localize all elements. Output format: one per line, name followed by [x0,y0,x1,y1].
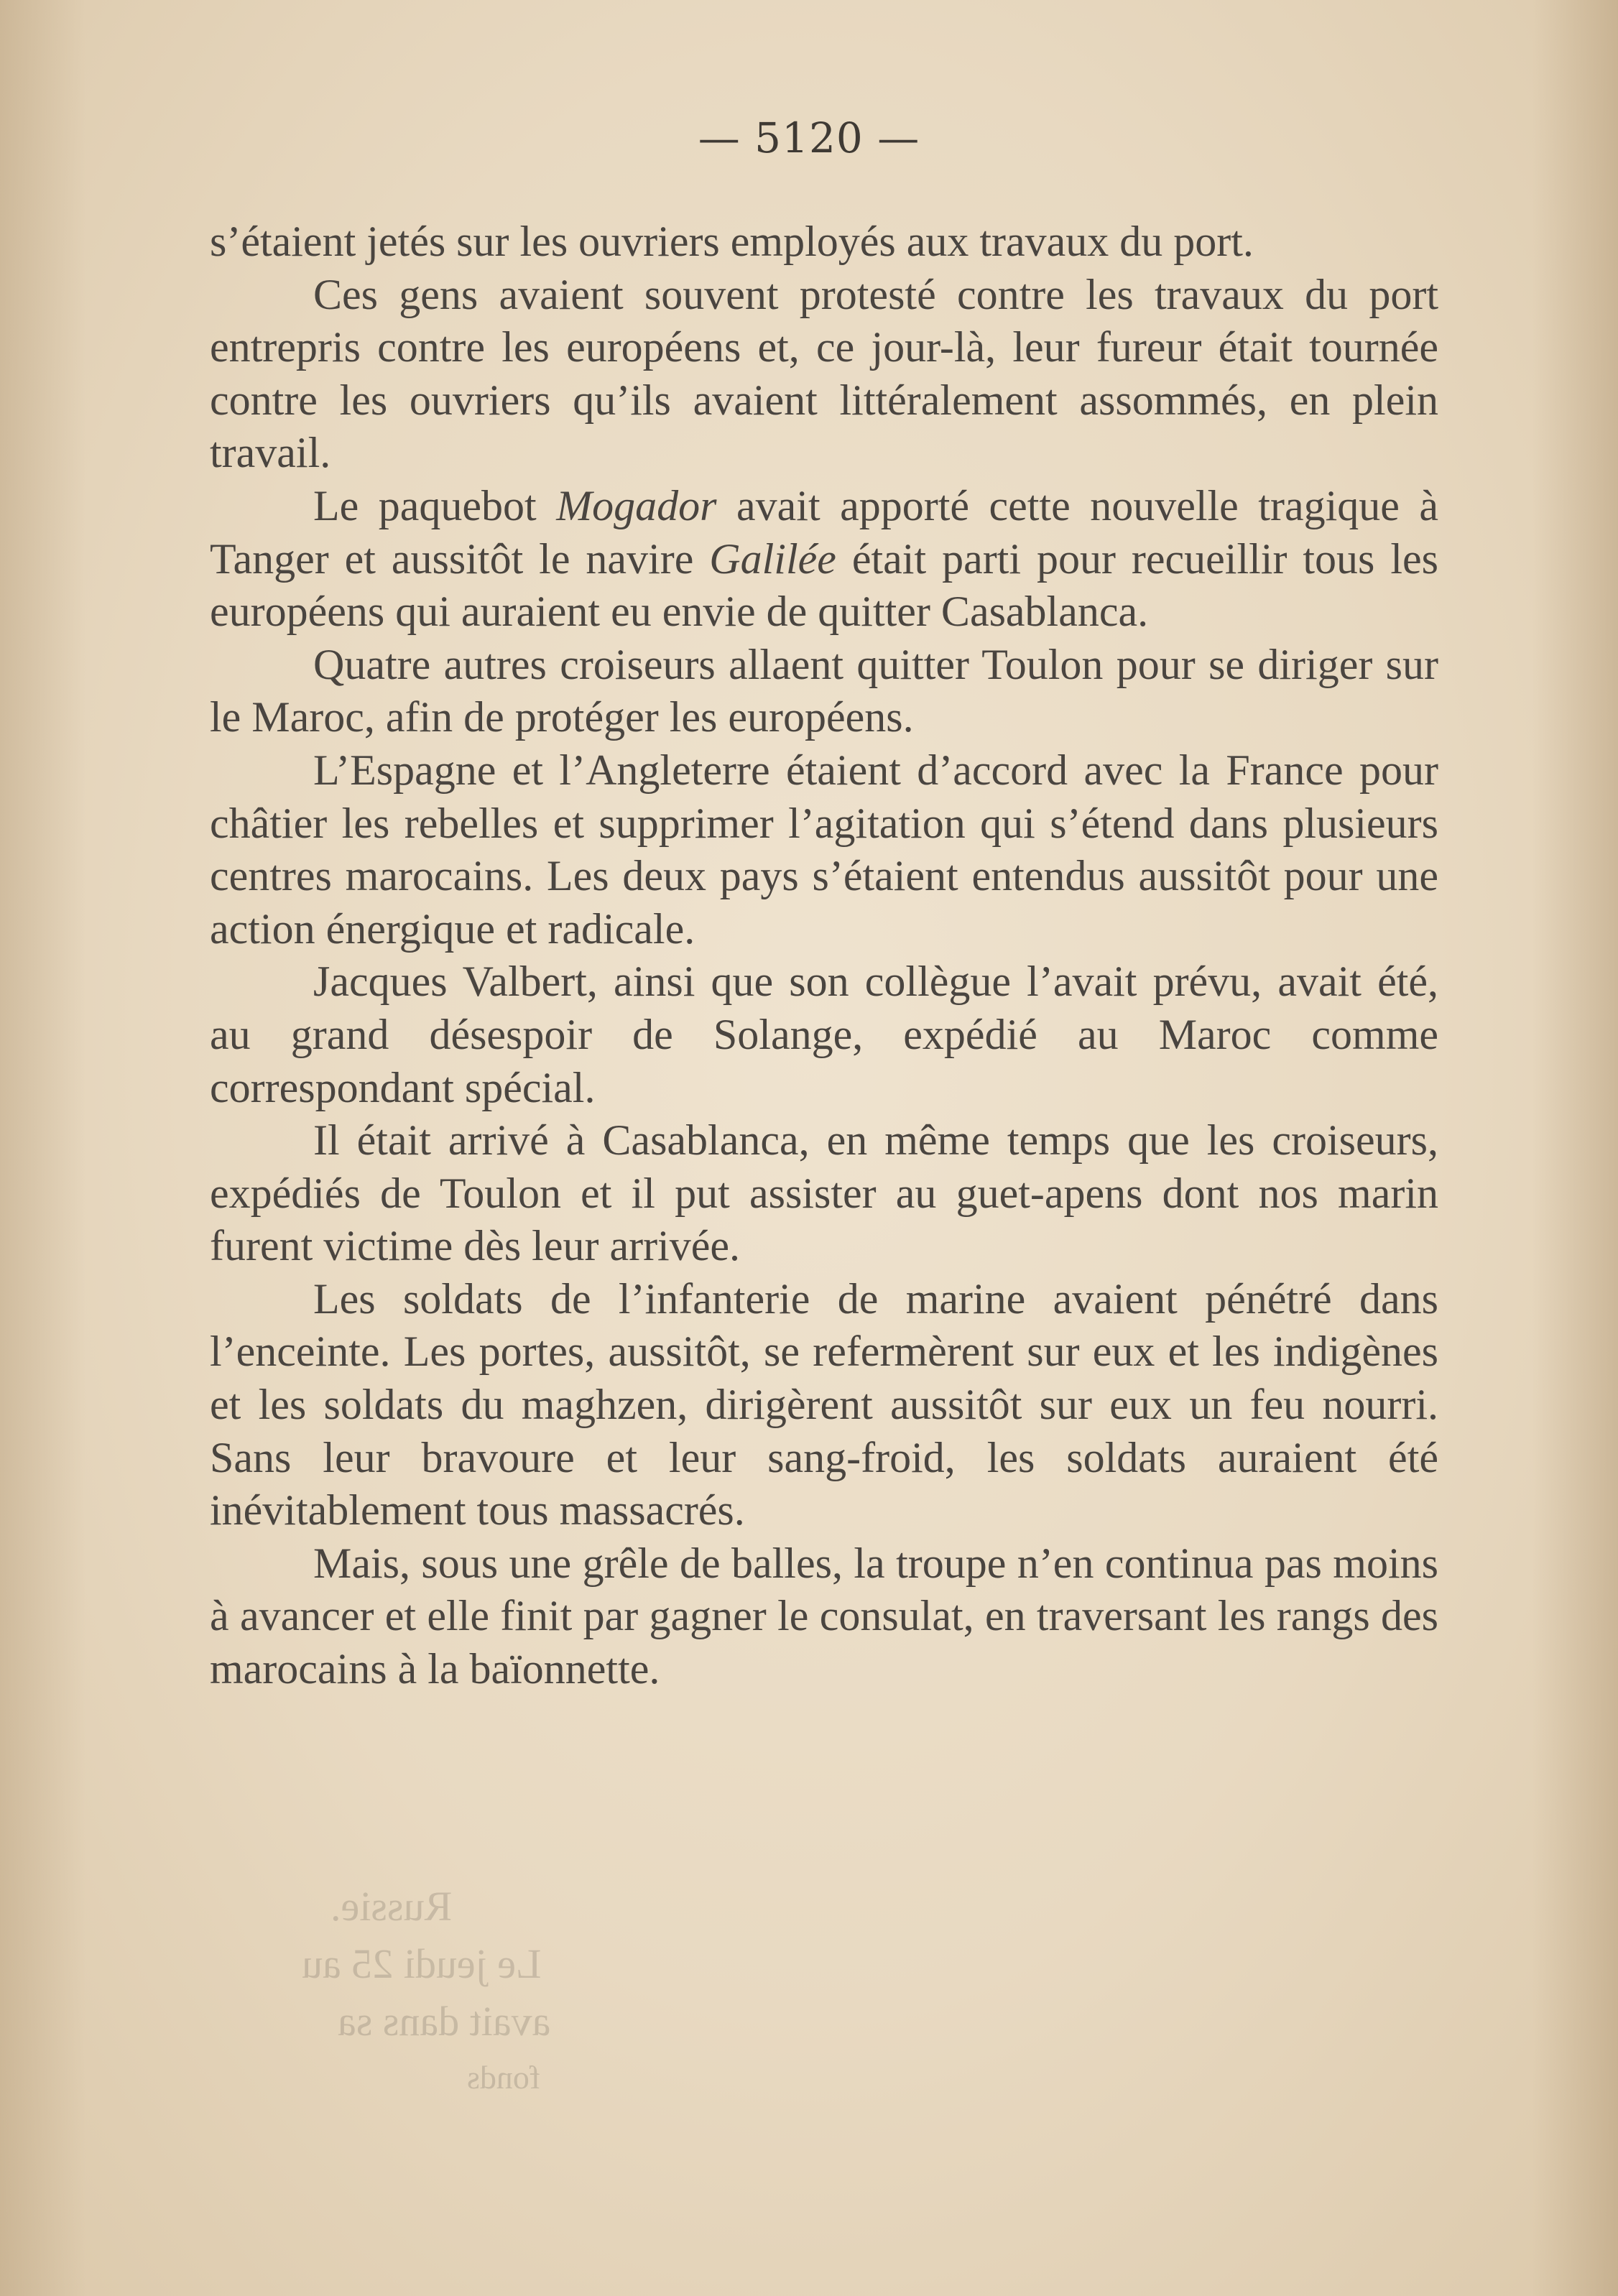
paragraph-9: Mais, sous une grêle de balles, la troupe n’en continua pas moins à avancer et elle finit par gagner le consulat, en traversant les rangs des marocains à la baïonnette. [210,1539,1438,1693]
paragraph-2: Ces gens avaient souvent protesté contre les travaux du port entrepris contre les européens et, ce jour-là, leur fureur était tournée contre les ouvriers qu’ils avaient littéralement assommés, en plein travail. [210,270,1438,477]
bleed-through-text: avait dans sa [338,1998,551,2045]
ship-name-mogador: Mogador [556,481,717,529]
paragraph-3-text-a: Le paquebot [313,481,557,529]
right-page-shadow [1532,0,1618,2296]
page-number: — 5120 — [698,114,920,162]
paragraph-4: Quatre autres croiseurs allaent quitter Toulon pour se diriger sur le Maroc, afin de protéger les européens. [210,640,1438,741]
body-text [210,216,1438,1696]
left-page-shadow [0,0,86,2296]
paragraph-3-text-c: était parti pour recueillir tous les européens qui auraient eu envie de quitter Casablanca. [210,534,1438,636]
bleed-through-text: Russie. [330,1883,453,1930]
bleed-through-text: Le jeudi 25 au [302,1940,542,1987]
paragraph-3-text-b: avait apporté cette nouvelle tragique à Tanger et aussitôt le navire [210,481,1438,583]
ship-name-galilee: Galilée [709,534,836,583]
paragraph-1: s’étaient jetés sur les ouvriers employés aux travaux du port. [210,218,1254,265]
bleed-through-text: fonds [467,2059,541,2096]
paragraph-7: Il était arrivé à Casablanca, en même temps que les croiseurs, expédiés de Toulon et il put assister au guet-apens dont nos marin furent victime dès leur arrivée. [210,1116,1438,1270]
paragraph-8: Les soldats de l’infanterie de marine avaient pénétré dans l’enceinte. Les portes, aussitôt, se refermèrent sur eux et les indigènes et les soldats du maghzen, dirigèrent aussitôt sur eux un feu nourri. Sans leur bravoure et leur sang-froid, les soldats auraient été inévitablement tous massacrés. [210,1274,1438,1534]
paragraph-3 [210,480,1438,639]
paragraph-6: Jacques Valbert, ainsi que son collègue l’avait prévu, avait été, au grand désespoir de Solange, expédié au Maroc comme correspondant spécial. [210,958,1438,1111]
paragraph-5: L’Espagne et l’Angleterre étaient d’accord avec la France pour châtier les rebelles et supprimer l’agitation qui s’étend dans plusieurs centres marocains. Les deux pays s’étaient entendus aussitôt pour une action énergique et radicale. [210,746,1438,953]
